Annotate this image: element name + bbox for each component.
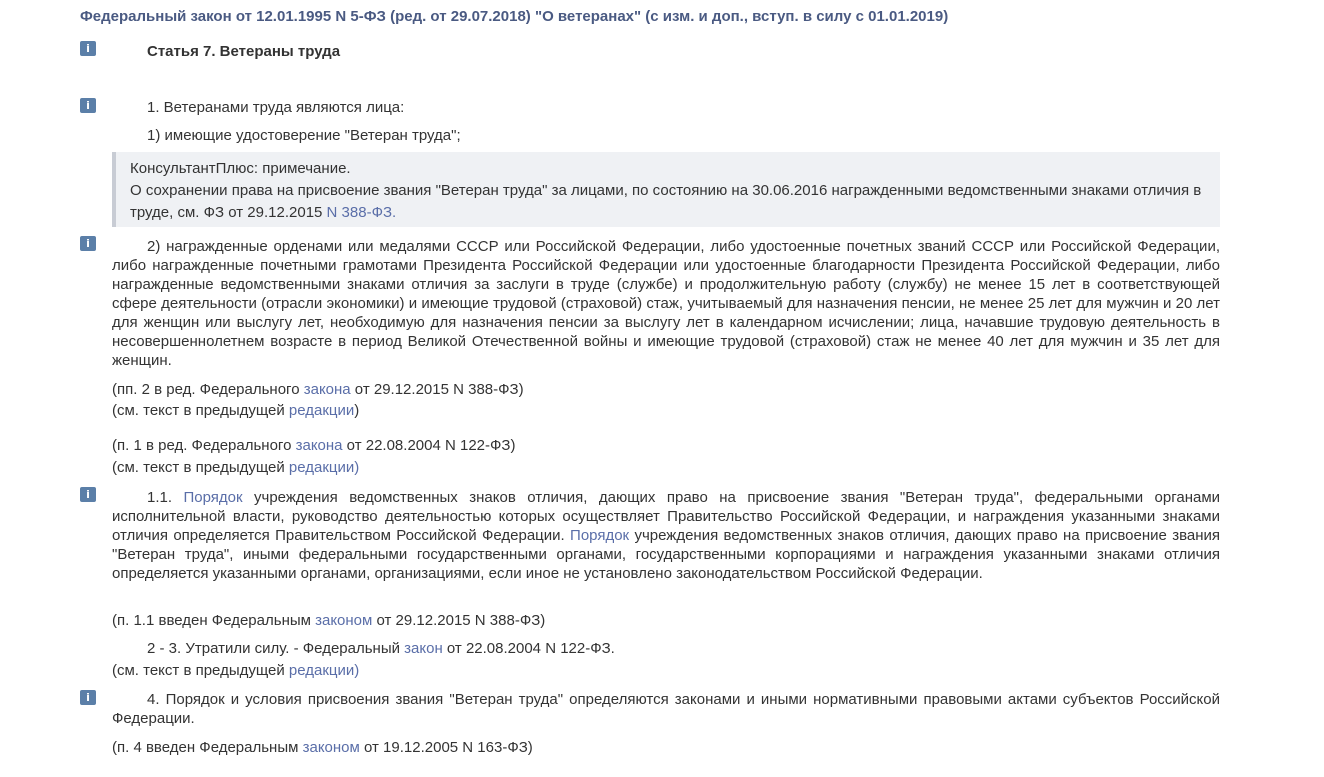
edition-link[interactable]: редакции) [288, 662, 360, 679]
edition-note: (п. 1.1 введен Федеральным законом от 29.12.2015 N 388-ФЗ) [112, 612, 546, 629]
document-title: Федеральный закон от 12.01.1995 N 5-ФЗ (ред. от 29.07.2018) "О ветеранах" (с изм. и доп., вступ. в силу с 01.01.2019) [80, 8, 949, 25]
edition-note: (п. 4 введен Федеральным законом от 19.12.2005 N 163-ФЗ) [112, 739, 533, 756]
article-heading: Статья 7. Ветераны труда [147, 43, 341, 60]
edition-link[interactable]: редакции [288, 402, 355, 419]
info-icon[interactable]: i [80, 487, 96, 502]
subparagraph-1: 1) имеющие удостоверение "Ветеран труда"; [147, 127, 461, 144]
edition-note: (п. 1 в ред. Федерального закона от 22.08.2004 N 122-ФЗ) [112, 437, 516, 454]
order-link[interactable]: Порядок [183, 489, 243, 506]
info-icon[interactable]: i [80, 236, 96, 251]
edition-note: (см. текст в предыдущей редакции) [112, 662, 360, 679]
paragraph-2-3: 2 - 3. Утратили силу. - Федеральный закон от 22.08.2004 N 122-ФЗ. [147, 640, 615, 657]
law-link[interactable]: законом [302, 739, 360, 756]
edition-link[interactable]: редакции) [288, 459, 360, 476]
edition-note: (пп. 2 в ред. Федерального закона от 29.12.2015 N 388-ФЗ) [112, 381, 524, 398]
info-icon[interactable]: i [80, 690, 96, 705]
info-icon[interactable]: i [80, 98, 96, 113]
order-link[interactable]: Порядок [570, 527, 630, 544]
paragraph-1: 1. Ветеранами труда являются лица: [147, 99, 405, 116]
law-link[interactable]: закона [295, 437, 343, 454]
note-link[interactable]: N 388-ФЗ. [326, 204, 397, 221]
subparagraph-2: 2) награжденные орденами или медалями СССР или Российской Федерации, либо удостоенные почетных званий СССР или Российской Федерации, либо награжденные почетными грамотами Президента Российской Федерации или удостоенные благодарности Президента Российской Федерации, либо награжденные ведомственными знаками отличия за заслуги в труде (службе) и продолжительную работу (службу) не менее 15 лет в соответствующей сфере деятельности (отрасли экономики) и имеющие трудовой (страховой) стаж, учитываемый для назначения пенсии, не менее 25 лет для мужчин и 20 лет для женщин или выслугу лет, необходимую для назначения пенсии за выслугу лет в календарном исчислении; лица, начавшие трудовую деятельность в несовершеннолетнем возрасте в период Великой Отечественной войны и имеющие трудовой (страховой) стаж не менее 40 лет для мужчин и 35 лет для женщин. [112, 238, 1220, 369]
law-link[interactable]: закон [404, 640, 443, 657]
edition-note: (см. текст в предыдущей редакции) [112, 459, 360, 476]
paragraph-1-1: 1.1. Порядок учреждения ведомственных знаков отличия, дающих право на присвоение звания "Ветеран труда", федеральными органами исполнительной власти, руководство деятельностью которых осуществляет Правительство Российской Федерации, и награждения указанными знаками отличия определяется Правительством Российской Федерации. Порядок учреждения ведомственных знаков отличия, дающих право на присвоение звания "Ветеран труда", иными федеральными государственными органами, государственными корпорациями и награждения указанными знаками отличия определяется указанными органами, организациями, если иное не установлено законодательством Российской Федерации. [112, 489, 1221, 582]
paragraph-4: 4. Порядок и условия присвоения звания "Ветеран труда" определяются законами и иными нормативными правовыми актами субъектов Российской Федерации. [112, 691, 1220, 727]
law-link[interactable]: законом [315, 612, 373, 629]
law-link[interactable]: закона [303, 381, 351, 398]
edition-note: (см. текст в предыдущей редакции) [112, 402, 360, 419]
info-icon[interactable]: i [80, 41, 96, 56]
consultant-note [112, 152, 1220, 227]
note-text: О сохранении права на присвоение звания "Ветеран труда" за лицами, по состоянию на 30.06.2016 награжденными ведомственными знаками отличия в труде, см. ФЗ от 29.12.2015 N 388-ФЗ. [130, 182, 1202, 221]
note-title: КонсультантПлюс: примечание. [130, 160, 351, 177]
